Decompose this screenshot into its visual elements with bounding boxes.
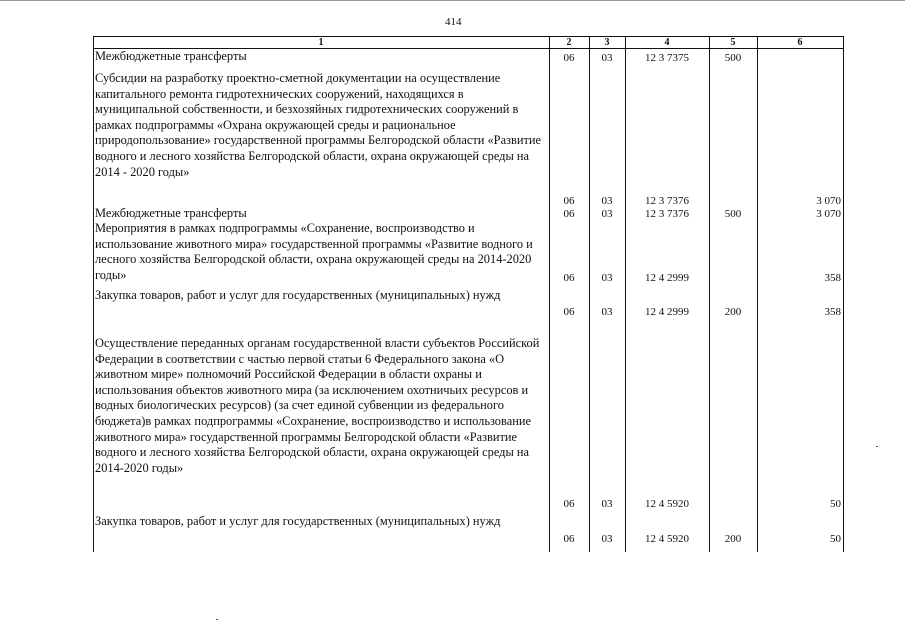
row-description: Закупка товаров, работ и услуг для государственных (муниципальных) нужд: [95, 288, 501, 302]
budget-table: [93, 36, 844, 552]
scan-speck: [216, 619, 218, 620]
row-code-subsection: 03: [601, 533, 613, 545]
scan-speck: [876, 446, 878, 447]
row-code-subsection: 03: [601, 208, 613, 220]
row-code-subsection: 03: [601, 195, 613, 207]
row-amount: 3 070: [816, 195, 841, 207]
col-header-1: 1: [318, 37, 324, 48]
row-code-section: 06: [563, 195, 575, 207]
row-code-section: 06: [563, 52, 575, 64]
row-target-article: 12 4 2999: [645, 306, 689, 318]
row-code-subsection: 03: [601, 306, 613, 318]
row-code-section: 06: [563, 306, 575, 318]
row-amount: 3 070: [816, 208, 841, 220]
table-border-left: [93, 36, 94, 552]
col-divider: [757, 36, 758, 552]
col-header-2: 2: [566, 37, 572, 48]
col-divider: [625, 36, 626, 552]
row-amount: 358: [824, 306, 841, 318]
row-code-section: 06: [563, 208, 575, 220]
scan-top-edge: [0, 0, 905, 1]
row-expense-type: 500: [724, 208, 742, 220]
col-header-3: 3: [604, 37, 610, 48]
row-description: Осуществление переданных органам государственной власти субъектов Российской Федерации в соответствии с частью первой статьи 6 Федерального закона «О животном мире» полномочий Российской Федерации в области охраны и использования объектов животного мира (за исключением охотничьих ресурсов и водных биологических ресурсов) (за счет единой субвенции из федерального бюджета)в рамках подпрограммы «Сохранение, воспроизводство и использование животного мира» государственной программы Белгородской области «Развитие водного и лесного хозяйства Белгородской области, охрана окружающей среды на 2014-2020 годы»: [95, 336, 540, 475]
row-expense-type: 500: [724, 52, 742, 64]
col-header-5: 5: [730, 37, 736, 48]
row-code-subsection: 03: [601, 272, 613, 284]
col-divider: [589, 36, 590, 552]
row-code-subsection: 03: [601, 498, 613, 510]
row-code-section: 06: [563, 272, 575, 284]
row-target-article: 12 4 2999: [645, 272, 689, 284]
row-code-section: 06: [563, 533, 575, 545]
row-description: Мероприятия в рамках подпрограммы «Сохранение, воспроизводство и использование животного мира» государственной программы «Развитие водного и лесного хозяйства Белгородской области, охрана окружающей среды на 2014-2020 годы»: [95, 221, 533, 282]
row-description: Межбюджетные трансферты: [95, 49, 247, 63]
row-amount: 358: [824, 272, 841, 284]
page-number: 414: [445, 16, 462, 28]
row-amount: 50: [830, 533, 841, 545]
row-target-article: 12 3 7376: [645, 208, 689, 220]
row-target-article: 12 4 5920: [645, 533, 689, 545]
row-target-article: 12 4 5920: [645, 498, 689, 510]
row-description: Субсидии на разработку проектно-сметной документации на осуществление капитального ремонта гидротехнических сооружений, находящихся в муниципальной собственности, и безхозяйных гидротехнических сооружений в рамках подпрограммы «Охрана окружающей среды и рациональное природопользование» государственной программы Белгородской области «Развитие водного и лесного хозяйства Белгородской области, охрана окружающей среды на 2014 - 2020 годы»: [95, 71, 541, 179]
col-divider: [709, 36, 710, 552]
row-code-subsection: 03: [601, 52, 613, 64]
col-header-6: 6: [797, 37, 803, 48]
table-border-right: [843, 36, 844, 552]
row-description: Закупка товаров, работ и услуг для государственных (муниципальных) нужд: [95, 514, 501, 528]
col-divider: [549, 36, 550, 552]
row-target-article: 12 3 7375: [645, 52, 689, 64]
row-expense-type: 200: [724, 533, 742, 545]
row-expense-type: 200: [724, 306, 742, 318]
row-description: Межбюджетные трансферты: [95, 206, 247, 220]
row-amount: 50: [830, 498, 841, 510]
col-header-4: 4: [664, 37, 670, 48]
row-target-article: 12 3 7376: [645, 195, 689, 207]
row-code-section: 06: [563, 498, 575, 510]
